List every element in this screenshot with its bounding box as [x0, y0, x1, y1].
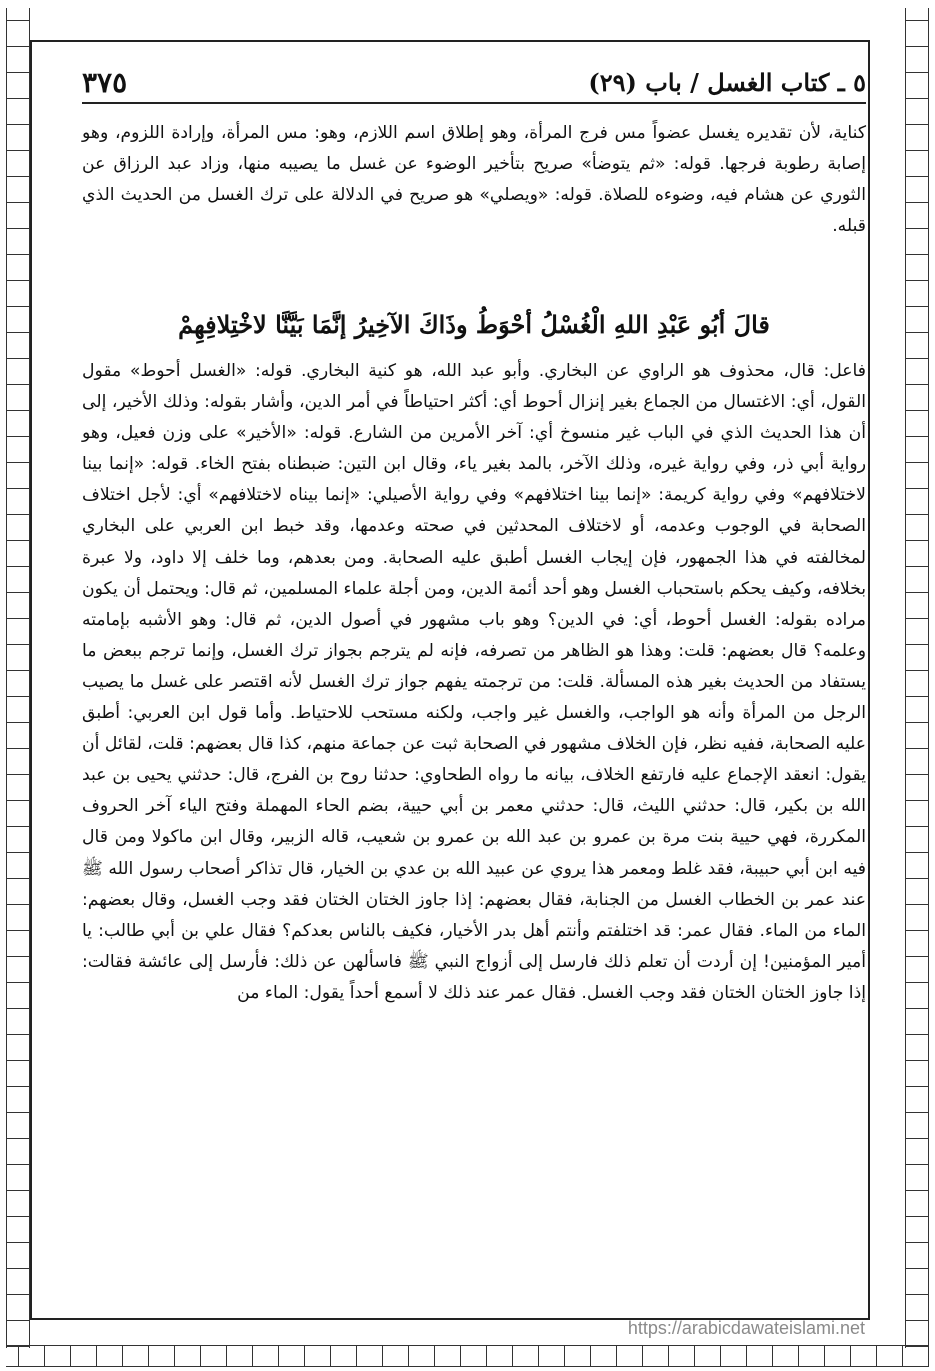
paragraph-1: كناية، لأن تقديره يغسل عضواً مس فرج المرأة، وهو إطلاق اسم اللازم، وهو: مس المرأة، وإرادة اللزوم، وهو إصابة رطوبة فرجها. قوله: «ثم يتوضأ» صريح بتأخير الوضوء عن غسل ما يصيبه منها، وزاد عبد الرزاق عن الثوري عن هشام فيه، وضوءه للصلاة. قوله: «ويصلي» هو صريح في الدلالة على ترك الغسل من الحديث الذي قبله. — [82, 123, 866, 237]
footer-url[interactable]: https://arabicdawateislami.net — [627, 1318, 865, 1338]
chapter-title: ٥ ـ كتاب الغسل / باب (٢٩) — [588, 67, 866, 97]
page-header — [82, 62, 866, 104]
decorative-border-bottom — [6, 1345, 929, 1367]
hadith-heading: قالَ أبُو عَبْدِ اللهِ الْغُسْلُ أحْوَطُ وذَاكَ الآخِيرُ إنَّمَا بَيَّنَّا لاخْتِلافِهِمْ — [178, 310, 770, 339]
decorative-border-right — [905, 8, 929, 1348]
paragraph-2: فاعل: قال، محذوف هو الراوي عن البخاري. وأبو عبد الله، هو كنية البخاري. قوله: «الغسل أحوط» مقول القول، أي: الاغتسال من الجماع بغير إنزال أحوط أي: أكثر احتياطاً في أمر الدين، وأشار بقوله: وذلك الأخير، إلى أن هذا الحديث الذي في الباب غير منسوخ أي: آخر الأمرين من الشارع. قوله: «الأخير» على وزن فعيل، وهو رواية أبي ذر، وفي رواية غيره، وذلك الآخر، بالمد بغير ياء، وقال ابن التين: ضبطناه بفتح الخاء. قوله: «إنما بينا لاختلافهم» وفي رواية كريمة: «إنما بينا اختلافهم» وفي رواية الأصيلي: «إنما بيناه لاختلافهم» أي: لأجل اختلاف الصحابة في الوجوب وعدمه، أو لاختلاف المحدثين في صحته وعدمها، وقد خبط ابن العربي على البخاري لمخالفته في هذا الجمهور، فإن إيجاب الغسل أطبق عليه الصحابة. ومن بعدهم، وما خلف إلا داود، ولا عبرة بخلافه، وكيف يحكم باستحباب الغسل وهو أحد أئمة الدين، ومن أجلة علماء المسلمين، ثم قال: ويحتمل أن يكون مراده بقوله: الغسل أحوط، أي: في الدين؟ وهو باب مشهور في أصول الدين، ثم قال: وهو الأشبه بإمامته وعلمه؟ قال بعضهم: قلت: وهذا هو الظاهر من تصرفه، فإنه لم يترجم بجواز ترك الغسل، وإنما ترجم ببعض ما يستفاد من الحديث بغير هذه المسألة. قلت: من ترجمته يفهم جواز ترك الغسل لأنه اقتصر على غسل ما يصيب الرجل من المرأة وأنه هو الواجب، والغسل غير واجب، ولكنه مستحب للاحتياط. وأما قول ابن العربي: أطبق عليه الصحابة، ففيه نظر، فإن الخلاف مشهور في الصحابة ثبت عن جماعة منهم، كذا قال بعضهم: قلت، لقائل أن يقول: انعقد الإجماع عليه فارتفع الخلاف، بيانه ما رواه الطحاوي: حدثنا روح بن الفرج، قال: حدثني يحيى بن عبد الله بن بكير، قال: حدثني الليث، قال: حدثني معمر بن أبي حيية، بضم الحاء المهملة وفتح الياء آخر الحروف المكررة، فهي حيية بنت مرة بن عمرو بن عبد الله بن عمرو بن شعيب، قاله الزبير، وقال ابن ماكولا ومن قال فيه ابن أبي حبيبة، فقد غلط ومعمر هذا يروي عن عبيد الله بن عدي بن الخيار، قال تذاكر أصحاب رسول الله ﷺ عند عمر بن الخطاب الغسل من الجنابة، فقال بعضهم: إذا جاوز الختان الختان فقد وجب الغسل، وقال بعضهم: الماء من الماء. فقال عمر: قد اختلفتم وأنتم أهل بدر الأخيار، فكيف بالناس بعدكم؟ فقال علي بن أبي طالب: يا أمير المؤمنين! إن أردت أن تعلم ذلك فارسل إلى أزواج النبي ﷺ فاسألهن عن ذلك: فأرسل إلى عائشة فقالت: إذا جاوز الختان الختان فقد وجب الغسل. فقال عمر عند ذلك لا أسمع أحداً يقول: الماء من — [82, 361, 866, 1003]
decorative-border-left — [6, 8, 30, 1348]
page-number: ٣٧٥ — [82, 65, 128, 99]
